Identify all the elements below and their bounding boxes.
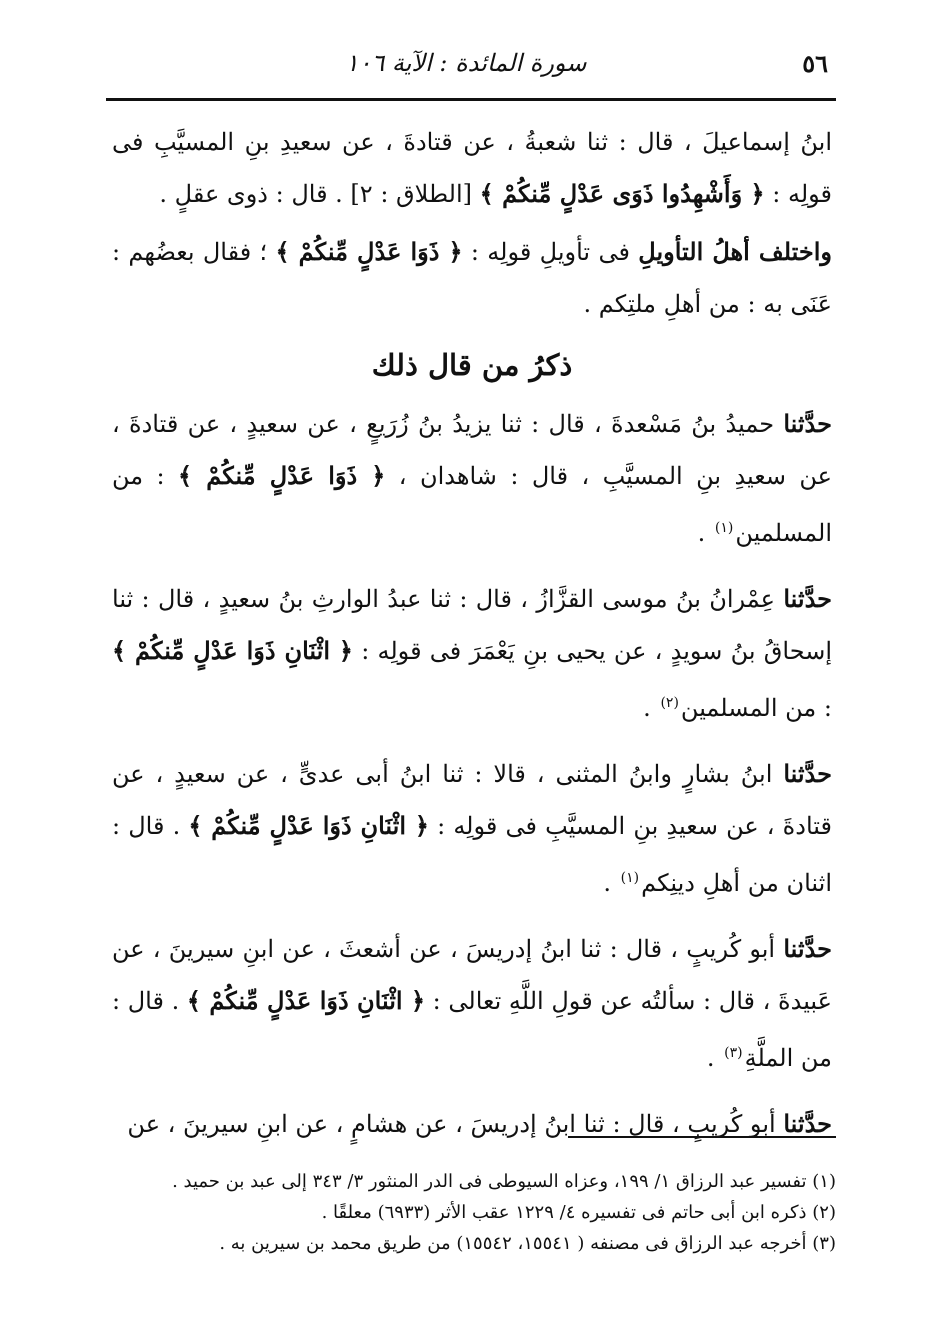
narration-end: . — [697, 519, 706, 547]
narration-text: ابنُ بشارٍ وابنُ المثنى ، قالا : ثنا ابنُ أبى عدىٍّ ، عن سعيدٍ ، عن قتادةَ ، عن سعيدِ بنِ المسيَّبِ فى قولِه : — [112, 760, 832, 840]
header-rule — [106, 98, 836, 101]
paragraph-text: فى تأويلِ قولِه : — [470, 238, 630, 266]
paragraph-2 — [112, 226, 832, 330]
footnote-1: (١) تفسير عبد الرزاق ١/ ١٩٩، وعزاه السيوطى فى الدر المنثور ٣/ ٣٤٣ إلى عبد بن حميد . — [172, 1171, 836, 1192]
narration-1 — [112, 398, 832, 559]
footnote-ref[interactable]: (٢) — [660, 695, 679, 711]
narration-lead: حدَّثنا — [783, 409, 832, 438]
narration-tail: . قال : اثنان من أهلِ دينِكم — [112, 812, 832, 897]
paragraph-tail: ؛ فقال بعضُهم : عَنَى به : من أهلِ ملتِكم . — [112, 238, 832, 318]
footnote-3: (٣) أخرجه عبد الرزاق فى مصنفه ( ١٥٥٤١، ١٥٥٤٢) من طريق محمد بن سيرين به . — [219, 1233, 836, 1254]
footnotes — [112, 1166, 836, 1259]
narration-5 — [112, 1098, 832, 1150]
page-number: ٥٦ — [802, 48, 828, 78]
running-title: سورة المائدة : الآية ١٠٦ — [345, 49, 587, 77]
narration-text: أبو كُريبٍ ، قال : ثنا ابنُ إدريسَ ، عن أشعثَ ، عن ابنِ سيرينَ ، عن عَبيدةَ ، قال : سألتُه عن قولِ اللَّهِ تعالى : — [112, 935, 832, 1015]
quran-quote: ﴿ وَأَشْهِدُوا ذَوَى عَدْلٍ مِّنكُمْ ﴾ — [479, 179, 765, 208]
narration-4 — [112, 923, 832, 1084]
narration-end: . — [603, 869, 612, 897]
paragraph-text: ابنُ إسماعيلَ ، قال : ثنا شعبةُ ، عن قتادةَ ، عن سعيدِ بنِ المسيَّبِ فى قولِه : — [112, 128, 832, 208]
quran-quote: ﴿ اثْنَانِ ذَوَا عَدْلٍ مِّنكُمْ ﴾ — [188, 811, 429, 840]
quran-quote: ﴿ ذَوَا عَدْلٍ مِّنكُمْ ﴾ — [275, 237, 463, 266]
paragraph-tail: [الطلاق : ٢] . قال : ذوى عقلٍ . — [159, 180, 473, 208]
narration-lead: حدَّثنا — [783, 1109, 832, 1138]
footnote-ref[interactable]: (١) — [714, 520, 734, 536]
narration-end: . — [643, 694, 651, 722]
narration-text: عِمْرانُ بنُ موسى القزَّازُ ، قال : ثنا عبدُ الوارثِ بنُ سعيدٍ ، قال : ثنا إسحاقُ بنُ سويدٍ ، عن يحيى بنِ يَعْمَرَ فى قولِه : — [112, 585, 832, 665]
footnote-rule — [568, 1136, 836, 1138]
narration-tail: . قال : من الملَّةِ — [112, 987, 832, 1072]
narration-text: حميدُ بنُ مَسْعدةَ ، قال : ثنا يزيدُ بنُ زُرَيعٍ ، عن سعيدٍ ، عن قتادةَ ، عن سعيدِ بنِ المسيَّبِ ، قال : شاهدان ، — [112, 410, 832, 490]
narration-2 — [112, 573, 832, 734]
narration-text: أبو كُريبٍ ، قال : ثنا ابنُ إدريسَ ، عن هشامٍ ، عن ابنِ سيرينَ ، عن — [127, 1110, 776, 1138]
quran-quote: ﴿ اثْنَانِ ذَوَا عَدْلٍ مِّنكُمْ ﴾ — [112, 636, 353, 665]
paragraph-1 — [112, 116, 832, 220]
footnote-ref[interactable]: (١) — [620, 870, 640, 886]
quran-quote: ﴿ اثْنَانِ ذَوَا عَدْلٍ مِّنكُمْ ﴾ — [186, 986, 426, 1015]
narration-3 — [112, 748, 832, 909]
footnote-ref[interactable]: (٣) — [724, 1045, 743, 1061]
narration-lead: حدَّثنا — [783, 934, 832, 963]
quran-quote: ﴿ ذَوَا عَدْلٍ مِّنكُمْ ﴾ — [178, 461, 386, 490]
page-header — [104, 38, 828, 88]
narration-lead: حدَّثنا — [783, 584, 832, 613]
narration-lead: حدَّثنا — [783, 759, 832, 788]
footnote-2: (٢) ذكره ابن أبى حاتم فى تفسيره ٤/ ١٢٢٩ عقب الأثر (٦٩٣٣) معلقًا . — [321, 1202, 836, 1223]
narration-tail: : من المسلمين — [112, 462, 832, 547]
narration-end: . — [706, 1044, 715, 1072]
narration-tail: : من المسلمين — [680, 694, 832, 722]
main-text — [112, 116, 832, 1156]
paragraph-lead: واختلف أهلُ التأويلِ — [638, 237, 833, 266]
section-heading: ذكرُ من قال ذلك — [371, 348, 573, 382]
